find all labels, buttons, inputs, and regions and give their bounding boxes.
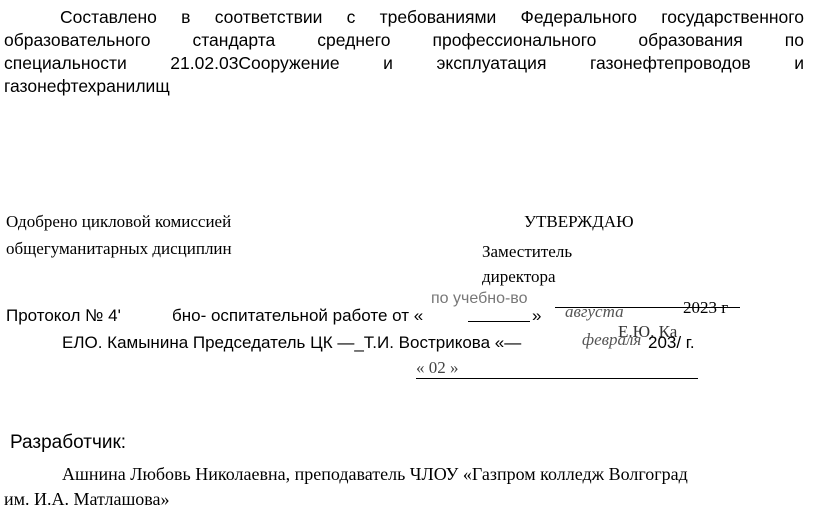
intro-line-4: газонефтехранилищ bbox=[4, 76, 170, 96]
day-written: « 02 » bbox=[416, 358, 459, 377]
intro-line-3: специальности 21.02.03Сооружение и эксплуатация газонефтепроводов и bbox=[4, 53, 804, 73]
chairman-line: ЕЛО. Камынина Председатель ЦК —_Т.И. Вострикова «— bbox=[62, 333, 522, 352]
day-underline bbox=[468, 321, 530, 322]
protocol-year: 203/ г. bbox=[648, 333, 695, 352]
intro-line-1: Составлено в соответствии с требованиями Федерального государственного bbox=[60, 7, 804, 27]
approved-line-2: общегуманитарных дисциплин bbox=[6, 239, 232, 258]
educational-work-text: по учебно-во bbox=[431, 290, 528, 307]
approved-line-1: Одобрено цикловой комиссией bbox=[6, 212, 232, 231]
approve-year: 2023 г bbox=[683, 298, 729, 317]
handwritten-signature: февраля bbox=[582, 330, 642, 349]
intro-paragraph bbox=[4, 6, 804, 98]
approve-title: УТВЕРЖДАЮ bbox=[524, 212, 634, 231]
intro-line-2: образовательного стандарта среднего профессионального образования по bbox=[4, 30, 804, 50]
developer-label: Разработчик: bbox=[10, 432, 127, 453]
protocol-quote-close: » bbox=[532, 306, 542, 325]
protocol-number: Протокол № 4' bbox=[6, 306, 121, 325]
signature-line-2 bbox=[416, 378, 698, 379]
protocol-text: бно- оспитательной работе от « bbox=[172, 306, 424, 325]
approve-initials: Е.Ю. Ка bbox=[618, 322, 678, 341]
developer-line-2: им. И.А. Матлашова» bbox=[4, 489, 170, 509]
deputy-line-2: директора bbox=[482, 267, 556, 286]
handwritten-month: августа bbox=[565, 302, 624, 321]
developer-line-1: Ашнина Любовь Николаевна, преподаватель ЧЛОУ «Газпром колледж Волгоград bbox=[62, 464, 688, 484]
deputy-line-1: Заместитель bbox=[482, 242, 573, 261]
